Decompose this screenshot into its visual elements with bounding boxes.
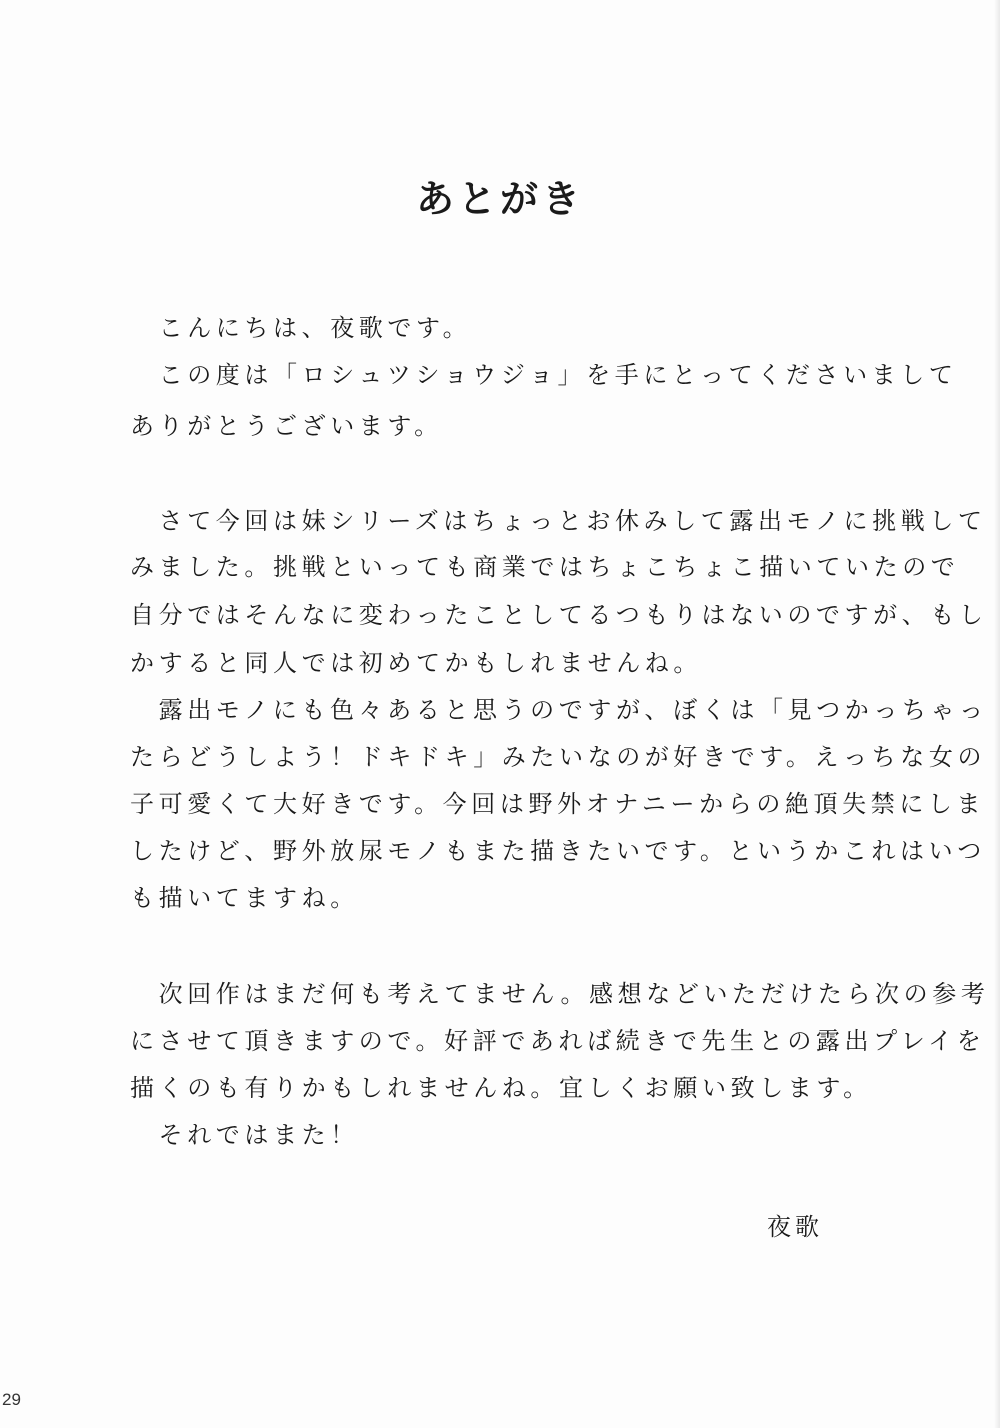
body-line: みました。挑戦といっても商業ではちょこちょこ描いていたので: [130, 553, 960, 581]
author-signature: 夜歌: [767, 1213, 823, 1241]
page-title: あとがき: [415, 177, 584, 221]
body-line: 自分ではそんなに変わったことしてるつもりはないのですが、もし: [130, 601, 988, 629]
body-line: にさせて頂きますので。好評であれば続きで先生との露出プレイを: [130, 1027, 986, 1055]
body-line: 露出モノにも色々あると思うのですが、ぼくは「見つかっちゃっ: [130, 696, 988, 724]
body-line: 描くのも有りかもしれませんね。宜しくお願い致します。: [130, 1074, 872, 1102]
body-line: ありがとうございます。: [130, 412, 443, 440]
body-line: さて今回は妹シリーズはちょっとお休みして露出モノに挑戦して: [130, 507, 987, 535]
body-line: この度は「ロシュツショウジョ」を手にとってくださいまして: [130, 361, 958, 389]
body-line: こんにちは、夜歌です。: [130, 314, 472, 342]
body-line: 子可愛くて大好きです。今回は野外オナニーからの絶頂失禁にしま: [130, 790, 986, 818]
body-line: したけど、野外放尿モノもまた描きたいです。というかこれはいつ: [130, 837, 986, 865]
page-number: 29: [2, 1390, 21, 1409]
body-line: それではまた！: [130, 1121, 359, 1149]
body-line: も描いてますね。: [130, 884, 359, 912]
body-line: 次回作はまだ何も考えてません。感想などいただけたら次の参考: [130, 980, 990, 1008]
body-line: たらどうしよう！ドキドキ」みたいなのが好きです。えっちな女の: [130, 743, 987, 771]
body-line: かすると同人では初めてかもしれませんね。: [130, 649, 702, 677]
